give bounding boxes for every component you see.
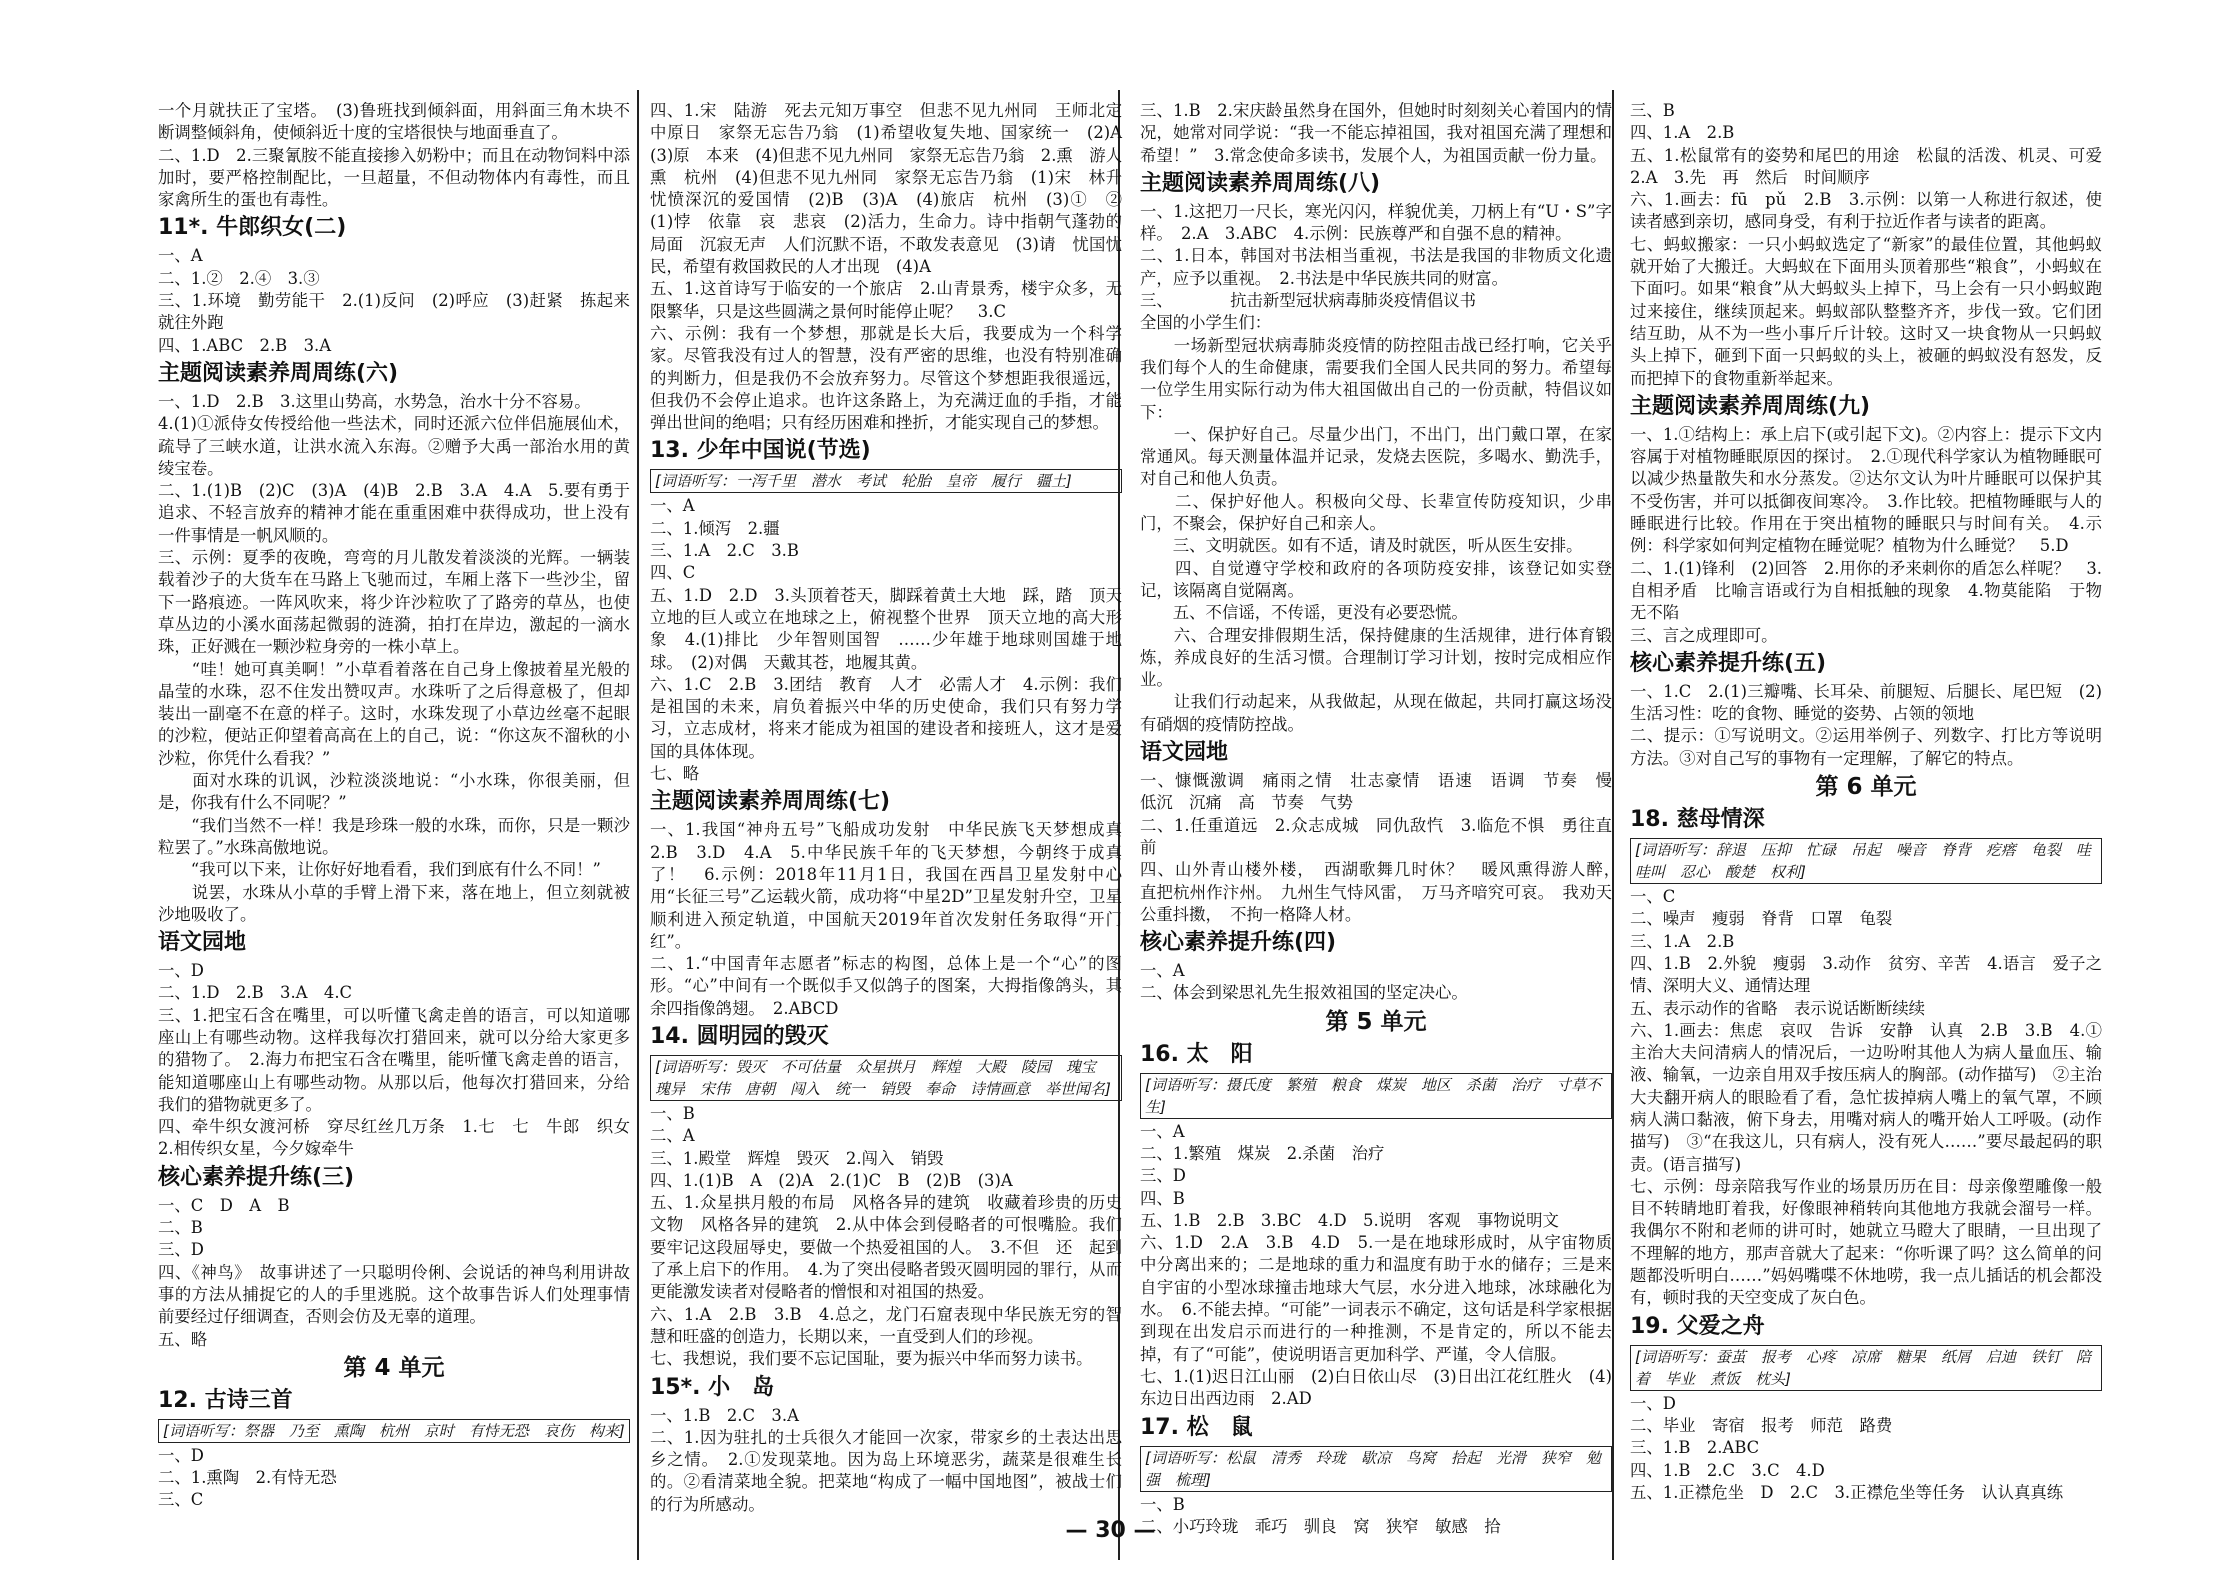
answer-line: 二、体会到梁思礼先生报效祖国的坚定决心。 (1140, 983, 1468, 1003)
section-heading: 主题阅读素养周周练(八) (1140, 170, 1381, 196)
answer-line: 六、1.A 2.B 3.B 4.总之，龙门石窟表现中华民族无穷的智慧和旺盛的创造力，长期以来，一直受到人们的珍视。 (650, 1304, 1122, 1346)
answer-line: 三、1.环境 勤劳能干 2.(1)反问 (2)呼应 (3)赶紧 拣起来就往外跑 (158, 291, 630, 333)
answer-line: 四、C (650, 563, 696, 583)
answer-line: 四、1.宋 陆游 死去元知万事空 但悲不见九州同 王师北定中原日 家祭无忘告乃翁 (1)希望收复失地、国家统一 (2)A (3)原 本来 (4)但悲不见九州同 家祭无忘告乃翁 2.熏 游人熏 杭州 (4)但悲不见九州同 家祭无忘告乃翁 (1)宋 林升 忧愤深沉的爱国情 (2)B (3)A (4)旅店 杭州 (3)① ② (1)悖 依靠 哀 悲哀 (2)活力，生命力。诗中指朝气蓬勃的局面 沉寂无声 人们沉默不语，不敢发表意见 (3)请 忧国忧民，希望有救国救民的人才出现 (4)A (650, 101, 1139, 277)
answer-line: 六、1.C 2.B 3.团结 教育 人才 必需人才 4.示例：我们是祖国的未来，肩负着振兴中华的历史使命，我们只有努力学习，立志成材，将来才能成为祖国的建设者和接班人，这才是爱国的具体体现。 (650, 674, 1122, 761)
answer-line: 二、1.(1)B (2)C (3)A (4)B 2.B 3.A 4.A 5.要有勇于追求、不轻言放弃的精神才能在重重困难中获得成功，世上没有一件事情是一帆风顺的。 (158, 481, 630, 545)
answer-line: 三、1.B 2.ABC (1630, 1438, 1760, 1458)
answer-line: 七、示例：母亲陪我写作业的场景历历在目：母亲像塑雕像一般目不转睛地盯着我，好像眼神稍转向其他地方我就会溜号一样。我偶尔不附和老师的讲可时，她就立马瞪大了眼睛，一旦出现了不理解的地方，那声音就大了起来：“你听课了吗？这么简单的问题都没听明白……”妈妈嘴喋不休地唠，我一点儿插话的机会都没有，顿时我的天空变成了灰白色。 (1630, 1176, 2102, 1308)
answer-line: 五、1.D 2.D 3.头顶着苍天，脚踩着黄土大地 踩，踏 顶天立地的巨人或立在地球之上，俯视整个世界 顶天立地的高大形象 4.(1)排比 少年智则国智 ……少年雄于地球则国雄于地球。 (2)对偶 天戴其苍，地履其黄。 (650, 585, 1122, 672)
answer-line: 二、噪声 瘦弱 脊背 口罩 龟裂 (1630, 909, 1893, 929)
answer-line: “哇！她可真美啊！”小草看着落在自己身上像披着星光般的晶莹的水珠，忍不住发出赞叹声。水珠听了之后得意极了，但却装出一副毫不在意的样子。这时，水珠发现了小草边丝毫不起眼的沙粒，便站正仰望着高高在上的自己，说：“你这灰不溜秋的小沙粒，你凭什么看我？” (158, 659, 630, 768)
page-number: — 30 — (1065, 1518, 1156, 1543)
section-heading: 主题阅读素养周周练(九) (1630, 393, 1871, 419)
section-heading: 13. 少年中国说(节选) (650, 438, 871, 464)
answer-line: 二、1.② 2.④ 3.③ (158, 268, 320, 288)
answer-line: 三、言之成理即可。 (1630, 625, 1778, 645)
answer-line: 一、B (650, 1103, 695, 1123)
section-heading: 11*. 牛郎织女(二) (158, 215, 347, 241)
answer-line: 二、A (650, 1126, 695, 1146)
answer-line: 一、A (650, 496, 695, 516)
answer-column-1 (158, 100, 647, 1540)
unit-heading: 第 4 单元 (343, 1354, 445, 1381)
answer-line: 三、1.B 2.宋庆龄虽然身在国外，但她时时刻刻关心着国内的情况，她常对同学说：“我一不能忘掉祖国，我对祖国充满了理想和希望！” 3.常念使命多读书，发展个人，为祖国贡献一份力量。 (1140, 101, 1612, 165)
answer-line: 二、1.倾泻 2.疆 (650, 518, 780, 538)
answer-line: 二、小巧玲珑 乖巧 驯良 窝 狭窄 敏感 拾 (1140, 1516, 1501, 1536)
answer-line: 四、1.(1)B A (2)A 2.(1)C B (2)B (3)A (650, 1170, 1013, 1190)
answer-line: 五、1.正襟危坐 D 2.C 3.正襟危坐等任务 认认真真练 (1630, 1482, 2064, 1502)
dictation-words: [词语听写：祭器 乃至 熏陶 杭州 京时 有恃无恐 哀伤 构来] (158, 1419, 630, 1443)
answer-line: 全国的小学生们： (1140, 313, 1272, 333)
answer-line: 二、1.任重道远 2.众志成城 同仇敌忾 3.临危不惧 勇往直前 (1140, 815, 1612, 857)
answer-line: 五、1.松鼠常有的姿势和尾巴的用途 松鼠的活泼、机灵、可爱 2.A 3.先 再 然后 时间顺序 (1630, 145, 2119, 187)
answer-line: 四、1.B 2.外貌 瘦弱 3.动作 贫穷、辛苦 4.语言 爱子之情、深明大义、通情达理 (1630, 953, 2102, 996)
answer-line: 四、牵牛织女渡河桥 穿尽红丝几万条 1.七 七 牛郎 织女 2.相传织女星，今夕嫁牵牛 (158, 1117, 647, 1159)
answer-line: 一、1.B 2.C 3.A (650, 1405, 799, 1425)
section-heading: 17. 松 鼠 (1140, 1414, 1253, 1440)
answer-line: 4.(1)①派侍女传授给他一些法术，同时还派六位伴侣施展仙术，疏导了三峡水道，让洪水流入东海。②赠予大禹一部治水用的黄绫宝卷。 (158, 414, 630, 478)
dictation-words: [词语听写：毁灭 不可估量 众星拱月 辉煌 大殿 陵园 瑰宝 瑰异 宋伟 唐朝 闯入 统一 销毁 奉命 诗情画意 举世闻名] (650, 1055, 1122, 1101)
answer-line: 一、A (158, 246, 203, 266)
answer-line: 五、略 (158, 1329, 208, 1349)
answer-line: “我可以下来，让你好好地看看，我们到底有什么不同！” (158, 860, 601, 880)
answer-line: 六、合理安排假期生活，保持健康的生活规律，进行体育锻炼，养成良好的生活习惯。合理制订学习计划，按时完成相应作业。 (1140, 625, 1612, 690)
section-heading: 12. 古诗三首 (158, 1387, 293, 1413)
answer-line: 让我们行动起来，从我做起，从现在做起，共同打赢这场没有硝烟的疫情防控战。 (1140, 692, 1612, 734)
answer-line: 一、1.这把刀一尺长，寒光闪闪，样貌优美，刀柄上有“U・S”字样。 2.A 3.ABC 4.示例：民族尊严和自强不息的精神。 (1140, 201, 1612, 244)
answer-line: 三、C (158, 1490, 204, 1510)
answer-line: 一、C (1630, 887, 1676, 907)
section-heading: 语文园地 (1140, 740, 1229, 766)
section-heading: 主题阅读素养周周练(六) (158, 360, 399, 386)
answer-line: 一、1.D 2.B 3.这里山势高，水势急，治水十分不容易。 (158, 391, 591, 411)
answer-line: 三、 抗击新型冠状病毒肺炎疫情倡议书 (1140, 291, 1477, 311)
answer-line: 三、示例：夏季的夜晚，弯弯的月儿散发着淡淡的光辉。一辆装载着沙子的大货车在马路上飞驰而过，车厢上落下一些沙尘，留下一路痕迹。一阵风吹来，将少许沙粒吹了了路旁的草丛，也使草丛边的小溪水面荡起微弱的涟漪，拍打在岸边，激起的一滴水珠，正好溅在一颗沙粒身旁的一株小草上。 (158, 548, 630, 657)
answer-line: 二、1.繁殖 煤炭 2.杀菌 治疗 (1140, 1143, 1385, 1163)
answer-line: 二、1.日本，韩国对书法相当重视，书法是我国的非物质文化遗产，应予以重视。 2.书法是中华民族共同的财富。 (1140, 246, 1612, 288)
answer-line: 三、1.A 2.B (1630, 931, 1735, 951)
answer-line: 二、1.熏陶 2.有恃无恐 (158, 1468, 337, 1488)
answer-line: 七、蚂蚁搬家：一只小蚂蚁选定了“新家”的最佳位置，其他蚂蚁就开始了大搬迁。大蚂蚁在下面用头顶着那些“粮食”，小蚂蚁在下面叼。如果“粮食”从大蚂蚁头上掉下，马上会有一只小蚂蚁跑过来接住，继续顶起来。蚂蚁部队整整齐齐，步伐一致。它们团结互助，从不为一些小事斤斤计较。这时又一块食物从一只蚂蚁头上掉下，砸到下面一只蚂蚁的头上，被砸的蚂蚁没有怒发，反而把掉下的食物重新举起来。 (1630, 234, 2102, 388)
unit-heading: 第 5 单元 (1325, 1008, 1427, 1035)
section-heading: 15*. 小 岛 (650, 1374, 775, 1400)
answer-line: 五、不信谣，不传谣，更没有必要恐慌。 (1140, 603, 1468, 623)
answer-line: 七、1.(1)迟日江山丽 (2)白日依山尽 (3)日出江花红胜火 (4)东边日出西边雨 2.AD (1140, 1366, 1612, 1409)
dictation-words: [词语听写：一泻千里 潜水 考试 轮胎 皇帝 履行 疆土] (650, 469, 1122, 493)
answer-line: 五、1.B 2.B 3.BC 4.D 5.说明 客观 事物说明文 (1140, 1210, 1559, 1230)
answer-line: 六、1.画去：fū pǔ 2.B 3.示例：以第一人称进行叙述，使读者感到亲切，感同身受，有利于拉近作者与读者的距离。 (1630, 190, 2102, 232)
answer-line: 二、提示：①写说明文。②运用举例子、列数字、打比方等说明方法。③对自己写的事物有一定理解，了解它的特点。 (1630, 726, 2102, 768)
answer-line: 一、C D A B (158, 1195, 290, 1215)
answer-line: 五、1.众星拱月般的布局 风格各异的建筑 收藏着珍贵的历史文物 风格各异的建筑 2.从中体会到侵略者的可恨嘴脸。我们要牢记这段屈辱史，要做一个热爱祖国的人。 3.不但 还 起到了承上启下的作用。 4.为了突出侵略者毁灭圆明园的罪行，从而更能激发读者对侵略者的憎恨和对祖国的热爱。 (650, 1193, 1122, 1302)
column-divider (637, 90, 639, 1560)
answer-line: 一、保护好自己。尽量少出门，不出门，出门戴口罩，在家常通风。每天测量体温并记录，发烧去医院，多喝水、勤洗手，对自己和他人负责。 (1140, 424, 1612, 489)
answer-line: 四、B (1140, 1188, 1185, 1208)
answer-line: 三、B (1630, 101, 1675, 120)
section-heading: 核心素养提升练(五) (1630, 650, 1827, 676)
dictation-words: [词语听写：辞退 压抑 忙碌 吊起 噪音 脊背 疙瘩 龟裂 哇哇叫 忍心 酸楚 权利] (1630, 838, 2102, 884)
section-heading: 14. 圆明园的毁灭 (650, 1023, 829, 1049)
section-heading: 核心素养提升练(三) (158, 1164, 355, 1190)
answer-line: 二、毕业 寄宿 报考 师范 路费 (1630, 1415, 1893, 1435)
answer-line: 四、《神鸟》 故事讲述了一只聪明伶俐、会说话的神鸟利用讲故事的方法从捕捉它的人的手里逃脱。这个故事告诉人们处理事情前要经过仔细调查，否则会仿及无辜的道理。 (158, 1262, 630, 1327)
answer-line: 一、1.①结构上：承上启下(或引起下文)。②内容上：提示下文内容属于对植物睡眠原因的探讨。 2.①现代科学家认为植物睡眠可以减少热量散失和水分蒸发。②达尔文认为叶片睡眠可以保护其不受伤害，并可以抵御夜间寒冷。 3.作比较。把植物睡眠与人的睡眠进行比较。作用在于突出植物的睡眠只与时间有关。 4.示例：科学家如何判定植物在睡觉呢？植物为什么睡觉？ 5.D (1630, 424, 2102, 556)
answer-line: 一、D (158, 1445, 204, 1465)
answer-line: “我们当然不一样！我是珍珠一般的水珠，而你，只是一颗沙粒罢了。”水珠高傲地说。 (158, 815, 630, 857)
answer-line: 三、1.把宝石含在嘴里，可以听懂飞禽走兽的语言，可以知道哪座山上有哪些动物。这样我每次打猎回来，就可以分给大家更多的猎物了。 2.海力布把宝石含在嘴里，能听懂飞禽走兽的语言，能知道哪座山上有哪些动物。从那以后，他每次打猎回来，分给我们的猎物就更多了。 (158, 1005, 630, 1114)
answer-line: 一个月就扶正了宝塔。 (3)鲁班找到倾斜面，用斜面三角木块不断调整倾斜角，使倾斜近十度的宝塔很快与地面垂直了。 (158, 101, 630, 143)
dictation-words: [词语听写：松鼠 清秀 玲珑 歇凉 鸟窝 拾起 光滑 狭窄 勉强 梳理] (1140, 1446, 1612, 1492)
answer-line: 四、1.ABC 2.B 3.A (158, 335, 332, 355)
answer-line: 三、文明就医。如有不适，请及时就医，听从医生安排。 (1140, 536, 1583, 556)
answer-line: 四、1.B 2.C 3.C 4.D (1630, 1460, 1825, 1480)
section-heading: 语文园地 (158, 930, 247, 956)
answer-line: 三、D (1140, 1166, 1186, 1186)
answer-column-4 (1630, 100, 2119, 1540)
answer-line: 一、B (1140, 1494, 1185, 1514)
answer-line: 三、1.殿堂 辉煌 毁灭 2.闯入 销毁 (650, 1148, 944, 1168)
answer-line: 面对水珠的讥讽，沙粒淡淡地说：“小水珠，你很美丽，但是，你我有什么不同呢？” (158, 771, 630, 813)
answer-line: 七、我想说，我们要不忘记国耻，要为振兴中华而努力读书。 (650, 1349, 1093, 1369)
answer-line: 三、D (158, 1240, 204, 1260)
answer-line: 二、保护好他人。积极向父母、长辈宣传防疫知识，少串门，不聚会，保护好自己和亲人。 (1140, 491, 1612, 534)
answer-line: 七、略 (650, 764, 700, 784)
answer-line: 一场新型冠状病毒肺炎疫情的防控阻击战已经打响，它关乎我们每个人的生命健康，需要我们全国人民共同的努力。希望每一位学生用实际行动为伟大祖国做出自己的一份贡献，特倡议如下： (1140, 335, 1612, 422)
column-divider (1612, 90, 1614, 1560)
answer-line: 二、1.(1)锋利 (2)回答 2.用你的矛来刺你的盾怎么样呢？ 3.自相矛盾 比喻言语或行为自相抵触的现象 4.物莫能陷 于物无不陷 (1630, 558, 2102, 623)
answer-line: 四、1.A 2.B (1630, 123, 1735, 143)
answer-line: 二、1.D 2.三聚氰胺不能直接掺入奶粉中；而且在动物饲料中添加时，要严格控制配比，一旦超量，不但动物体内有毒性，而且家禽所生的蛋也有毒性。 (158, 145, 630, 210)
answer-line: 六、1.画去：焦虑 哀叹 告诉 安静 认真 2.B 3.B 4.①主治大夫问清病人的情况后，一边吩咐其他人为病人量血压、输液、输氧，一边亲自用双手按压病人的胸部。(动作描写) ②主治大夫翻开病人的眼睑看了看，急忙拔掉病人嘴上的氧气罩，不顾病人满口黏液，俯下身去，用嘴对病人的嘴开始人工呼吸。(动作描写) ③“在我这儿，只有病人，没有死人……”要尽最起码的职责。(语言描写) (1630, 1020, 2102, 1174)
answer-line: 三、1.A 2.C 3.B (650, 541, 799, 561)
answer-line: 五、表示动作的省略 表示说话断断续续 (1630, 998, 1926, 1018)
answer-line: 一、1.C 2.(1)三瓣嘴、长耳朵、前腿短、后腿长、尾巴短 (2)生活习性：吃的食物、睡觉的姿势、占领的领地 (1630, 681, 2102, 724)
section-heading: 19. 父爱之舟 (1630, 1313, 1765, 1339)
answer-line: 一、D (1630, 1393, 1676, 1413)
answer-line: 四、自觉遵守学校和政府的各项防疫安排，该登记如实登记，该隔离自觉隔离。 (1140, 558, 1612, 600)
section-heading: 主题阅读素养周周练(七) (650, 789, 891, 815)
answer-line: 二、1.“中国青年志愿者”标志的构图，总体上是一个“心”的图形。“心”中间有一个既似手又似鸽子的图案，大拇指像鸽头，其余四指像鸽翅。 2.ABCD (650, 954, 1122, 1018)
unit-heading: 第 6 单元 (1815, 774, 1917, 801)
answer-line: 一、A (1140, 961, 1185, 981)
answer-line: 四、山外青山楼外楼， 西湖歌舞几时休？ 暖风熏得游人醉， 直把杭州作汴州。 九州生气恃风雷， 万马齐喑究可哀。 我劝天公重抖擞， 不拘一格降人材。 (1140, 860, 1629, 924)
answer-line: 一、D (158, 961, 204, 981)
answer-column-2 (650, 100, 1139, 1540)
answer-line: 说罢，水珠从小草的手臂上滑下来，落在地上，但立刻就被沙地吸收了。 (158, 882, 630, 924)
answer-line: 一、慷慨激调 痛雨之情 壮志豪情 语速 语调 节奏 慢 低沉 沉痛 高 节奏 气势 (1140, 771, 1629, 813)
answer-line: 一、1.我国“神舟五号”飞船成功发射 中华民族飞天梦想成真 2.B 3.D 4.A 5.中华民族千年的飞天梦想，今朝终于成真了！ 6.示例：2018年11月1日，我国在西昌卫星发射中心用“长征三号”乙运载火箭，成功将“中星2D”卫星发射升空，卫星顺利进入预定轨道，中国航天2019年首次发射任务取得“开门红”。 (650, 820, 1139, 951)
answer-column-3 (1140, 100, 1629, 1540)
answer-line: 五、1.这首诗写于临安的一个旅店 2.山青景秀，楼宇众多，无限繁华，只是这些圆满之景何时能停止呢？ 3.C (650, 279, 1122, 321)
section-heading: 核心素养提升练(四) (1140, 930, 1337, 956)
dictation-words: [词语听写：摄氏度 繁殖 粮食 煤炭 地区 杀菌 治疗 寸草不生] (1140, 1073, 1612, 1119)
answer-line: 二、1.因为驻扎的士兵很久才能回一次家，带家乡的土表达出思乡之情。 2.①发现菜地。因为岛上环境恶劣，蔬菜是很难生长的。②看清菜地全貌。把菜地“构成了一幅中国地图”，被战士们的行为所感动。 (650, 1427, 1122, 1514)
answer-line: 六、1.D 2.A 3.B 4.D 5.一是在地球形成时，从宇宙物质中分离出来的；二是地球的重力和温度有助于水的储存；三是来自宇宙的小型冰球撞击地球大气层，水分进入地球，冰球融化为水。 6.不能去掉。“可能”一词表示不确定，这句话是科学家根据到现在出发启示而进行的一种推测，不是肯定的，所以不能去掉，有了“可能”，使说明语言更加科学、严谨，令人信服。 (1140, 1233, 1612, 1364)
section-heading: 16. 太 阳 (1140, 1041, 1253, 1067)
answer-line: 六、示例：我有一个梦想，那就是长大后，我要成为一个科学家。尽管我没有过人的智慧，没有严密的思维，也没有特别准确的判断力，但是我仍不会放弃努力。尽管这个梦想距我很遥远，但我仍不会停止追求。也许这条路上，为充满迂血的手指，才能弹出世间的绝唱；只有经历困难和挫折，才能实现自己的梦想。 (650, 323, 1122, 433)
section-heading: 18. 慈母情深 (1630, 807, 1765, 833)
answer-line: 二、1.D 2.B 3.A 4.C (158, 983, 353, 1003)
answer-line: 二、B (158, 1218, 203, 1238)
dictation-words: [词语听写：蚕茧 报考 心疼 凉席 糖果 纸屑 启迪 铁钉 陪着 毕业 煮饭 枕头] (1630, 1345, 2102, 1391)
answer-line: 一、A (1140, 1121, 1185, 1141)
